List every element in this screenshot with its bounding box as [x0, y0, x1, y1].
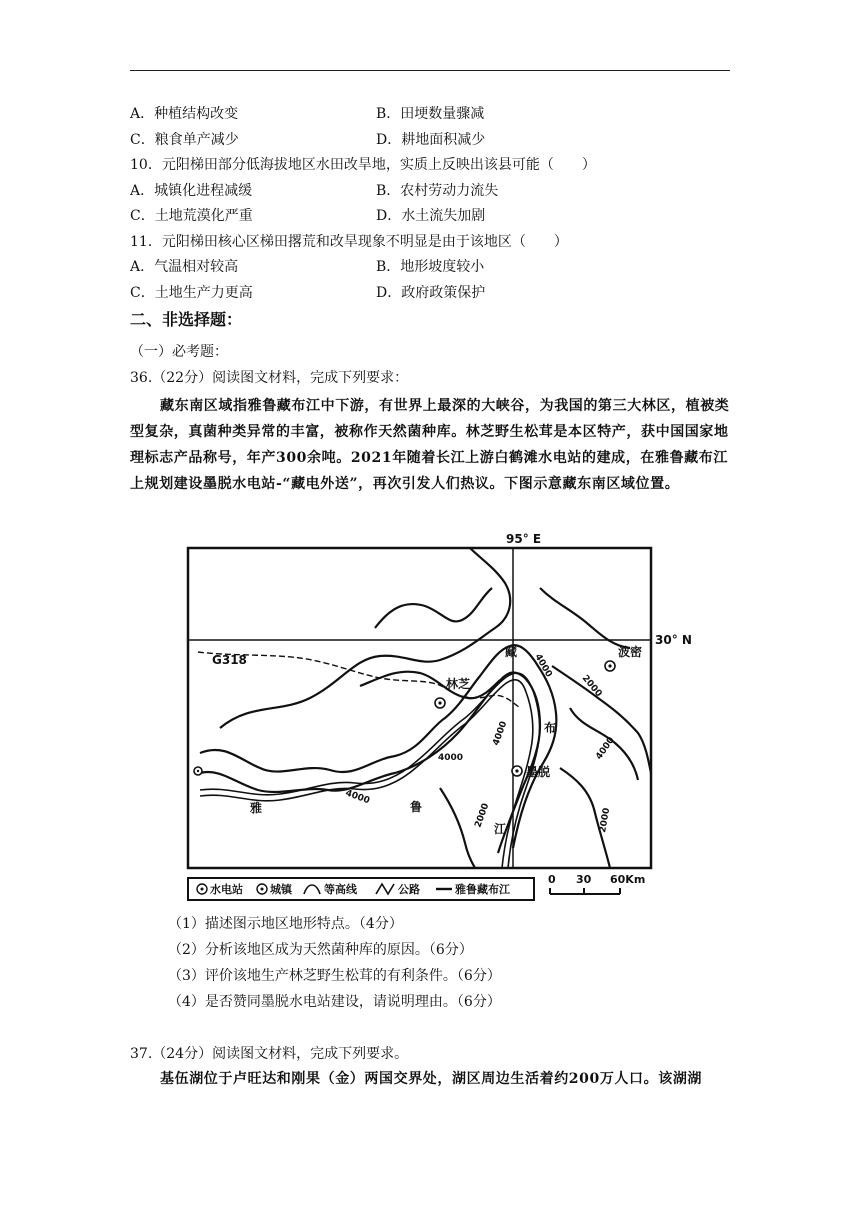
river-char-4: 布: [544, 721, 557, 735]
town-label-linzhi: 林芝: [446, 677, 471, 691]
river-char-2: 鲁: [410, 800, 423, 814]
legend-contour-label: 等高线: [324, 883, 357, 896]
road-label: G318: [212, 653, 247, 667]
legend-hydro: [197, 882, 243, 896]
contour-label: 2000: [473, 802, 492, 830]
contour-label: 2000: [579, 673, 604, 700]
q37-material: 基伍湖位于卢旺达和刚果（金）两国交界处，湖区周边生活着约200万人口。该湖湖: [160, 1071, 703, 1087]
q10-option-d: D．水土流失加剧: [376, 208, 486, 224]
q11-option-b: B．地形坡度较小: [376, 259, 485, 275]
contour-lines: [200, 548, 651, 868]
q36-sub-4: （4）是否赞同墨脱水电站建设，请说明理由。（6分）: [168, 994, 501, 1010]
q36-sub-3: （3）评价该地生产林芝野生松茸的有利条件。（6分）: [168, 968, 501, 984]
contour-label: 4000: [343, 788, 371, 807]
q36-stem: 36.（22分）阅读图文材料，完成下列要求：: [130, 370, 409, 386]
section-subtitle: （一）必考题：: [130, 344, 228, 360]
legend-town-label: 城镇: [270, 883, 292, 896]
contour-label: 4000: [491, 720, 510, 748]
legend-road: [376, 882, 420, 896]
lat-label: 30° N: [655, 633, 692, 647]
q36-sub-2: （2）分析该地区成为天然菌种库的原因。（6分）: [168, 942, 473, 958]
road-legend-icon: [376, 884, 394, 894]
legend-river: [436, 882, 511, 896]
q11-option-d: D．政府政策保护: [376, 285, 486, 301]
scale-end: 60Km: [610, 873, 646, 886]
scale-zero: 0: [548, 873, 556, 886]
q36-sub-1: （1）描述图示地区地形特点。（4分）: [168, 916, 403, 932]
q36-material: 藏东南区域指雅鲁藏布江中下游，有世界上最深的大峡谷，为我国的第三大林区，植被类型复杂，真菌种类异常的丰富，被称作天然菌种库。林芝野生松茸是本区特产，获中国国家地理标志产品称号，年产300余吨。2021年随着长江上游白鹤滩水电站的建成，在雅鲁藏布江上规划建设墨脱水电站-“藏电外送”，再次引发人们热议。下图示意藏东南区域位置。: [130, 398, 730, 492]
map-figure: [180, 528, 692, 906]
q10-option-b: B．农村劳动力流失: [376, 183, 499, 199]
hydro-station: [194, 767, 202, 775]
q11-option-c: C．土地生产力更高: [130, 285, 253, 301]
map-frame: [188, 548, 651, 868]
river-char-5: 江: [494, 822, 507, 836]
section-title: 二、非选择题：: [130, 310, 243, 329]
q10-option-a: A．城镇化进程减缓: [130, 183, 253, 199]
lon-label: 95° E: [506, 532, 542, 546]
q9-option-c: C．粮食单产减少: [130, 132, 239, 148]
yarlung-tsangpo-river: [200, 673, 540, 868]
scale-bar: [548, 873, 645, 894]
contour-label: 4000: [438, 753, 464, 763]
river-char-3: 藏: [505, 645, 518, 659]
q9-option-a: A．种植结构改变: [130, 106, 239, 122]
q37-stem: 37.（24分）阅读图文材料，完成下列要求。: [130, 1046, 409, 1062]
header-rule: [130, 70, 730, 71]
q9-option-b: B．田埂数量骤减: [376, 106, 485, 122]
q10-option-c: C．土地荒漠化严重: [130, 208, 253, 224]
legend-contour: [304, 882, 358, 896]
q9-option-d: D．耕地面积减少: [376, 132, 486, 148]
town-bomi: [605, 644, 642, 671]
town-label-motuo: 墨脱: [526, 765, 551, 779]
legend-town: [257, 882, 293, 896]
contour-label: 4000: [532, 652, 554, 680]
scale-mid: 30: [576, 873, 592, 886]
contour-legend-icon: [304, 885, 320, 894]
legend-river-label: 雅鲁藏布江: [455, 883, 510, 896]
q11-stem: 11．元阳梯田核心区梯田撂荒和改旱现象不明显是由于该地区（ ）: [130, 234, 568, 250]
legend-road-label: 公路: [398, 883, 420, 896]
q11-option-a: A．气温相对较高: [130, 259, 239, 275]
town-label-bomi: 波密: [618, 645, 643, 659]
q10-stem: 10．元阳梯田部分低海拔地区水田改旱地，实质上反映出该县可能（ ）: [130, 157, 596, 173]
contour-label: 4000: [594, 735, 617, 762]
town-motuo: [512, 764, 550, 779]
legend-hydro-label: 水电站: [210, 883, 243, 896]
river-char-1: 雅: [250, 801, 263, 815]
contour-label: 2000: [598, 807, 613, 834]
